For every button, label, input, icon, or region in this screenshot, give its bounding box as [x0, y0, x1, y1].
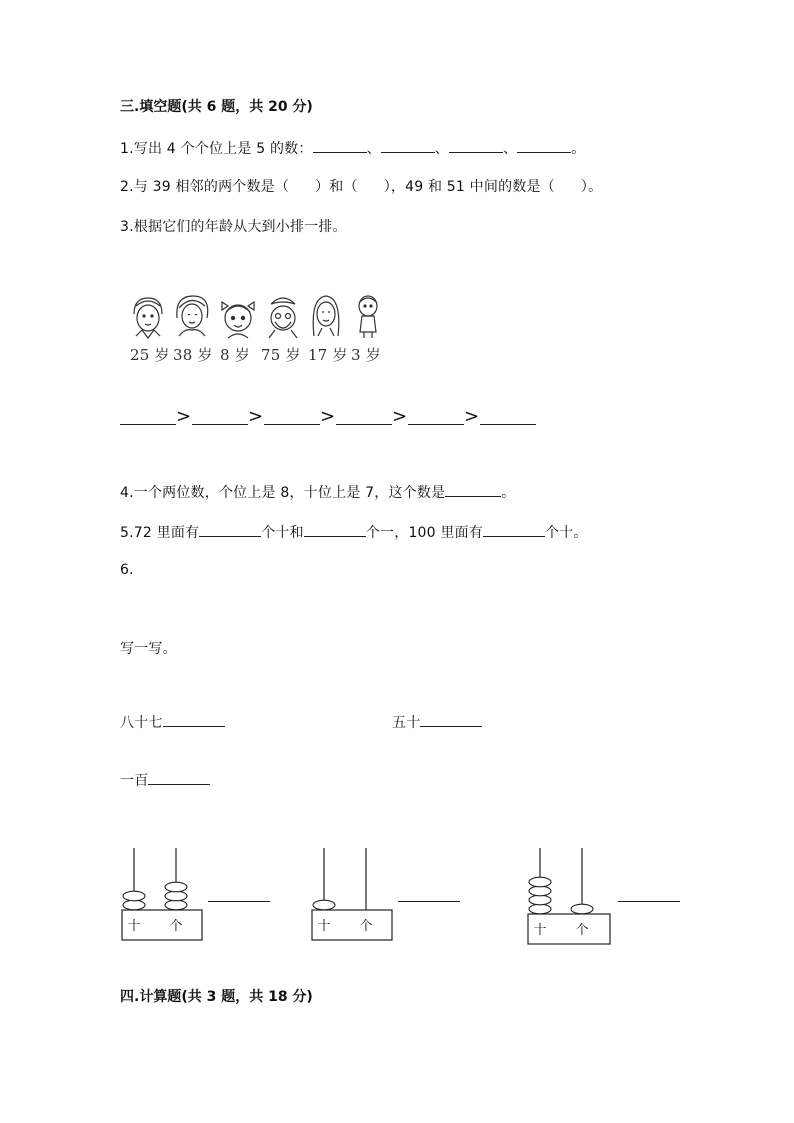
answer-blank[interactable]	[480, 424, 536, 425]
greater-than: >	[392, 406, 408, 427]
abacus-bead	[571, 904, 593, 914]
question-6-number: 6.	[120, 562, 134, 578]
ones-label: 个	[169, 919, 183, 934]
write-item-label: 八十七	[120, 715, 163, 731]
section-3-title: 三.填空题(共 6 题，共 20 分)	[120, 99, 313, 115]
q2-text-1: 2.与 39 相邻的两个数是（	[120, 179, 290, 195]
tens-label: 十	[317, 919, 331, 934]
answer-blank[interactable]	[449, 151, 503, 153]
grandpa-face-icon	[269, 298, 297, 338]
abacus-bead	[165, 900, 187, 910]
q5-text-2: 个十和	[261, 525, 304, 541]
q5-text-4: 个十。	[545, 525, 588, 541]
q1-text: 1.写出 4 个个位上是 5 的数：	[120, 141, 313, 157]
abacus-bead	[165, 891, 187, 901]
answer-blank[interactable]	[208, 901, 270, 902]
q5-text-3: 个一，100 里面有	[365, 525, 484, 541]
answer-blank[interactable]	[483, 535, 545, 537]
period: 。	[501, 485, 516, 501]
man-face-icon	[134, 298, 162, 338]
teen-girl-face-icon	[313, 296, 339, 336]
abacus-bead	[529, 886, 551, 896]
question-3: 3.根据它们的年龄从大到小排一排。	[120, 219, 347, 235]
q2-text-3: ），49 和 51 中间的数是（	[383, 179, 555, 195]
separator: 、	[502, 141, 518, 157]
abacus	[118, 842, 208, 942]
answer-blank[interactable]	[304, 535, 366, 537]
abacus-bead	[529, 904, 551, 914]
answer-blank[interactable]	[517, 151, 571, 153]
question-2	[120, 176, 602, 196]
age-label: 75 岁	[261, 346, 301, 364]
q2-text-2: ）和（	[315, 179, 358, 195]
tens-label: 十	[127, 919, 141, 934]
abacus-bead	[123, 891, 145, 901]
age-label: 17 岁	[308, 346, 348, 364]
ones-label: 个	[359, 919, 373, 934]
answer-blank[interactable]	[264, 424, 320, 425]
answer-blank[interactable]	[192, 424, 248, 425]
answer-blank[interactable]	[398, 901, 460, 902]
age-label: 8 岁	[220, 346, 250, 364]
abacus-bead	[529, 895, 551, 905]
ones-label: 个	[575, 923, 589, 938]
age-label: 38 岁	[173, 346, 213, 364]
write-item	[120, 770, 210, 790]
answer-blank[interactable]	[618, 901, 680, 902]
abacus	[524, 842, 616, 946]
abacus-bead	[123, 900, 145, 910]
answer-blank[interactable]	[163, 725, 225, 727]
answer-blank[interactable]	[408, 424, 464, 425]
answer-blank[interactable]	[313, 151, 367, 153]
abacus	[308, 842, 398, 942]
write-item	[120, 712, 225, 732]
abacus-svg	[308, 842, 398, 942]
abacus-bead	[313, 900, 335, 910]
answer-blank[interactable]	[336, 424, 392, 425]
tens-label: 十	[533, 923, 547, 938]
age-label: 25 岁	[130, 346, 170, 364]
answer-blank[interactable]	[120, 424, 176, 425]
write-item-label: 一百	[120, 773, 149, 789]
separator: 、	[366, 141, 381, 157]
answer-blank[interactable]	[420, 725, 482, 727]
greater-than: >	[464, 406, 480, 427]
abacus-bead	[165, 882, 187, 892]
abacus-bead	[529, 877, 551, 887]
write-item-label: 五十	[392, 715, 421, 731]
period: 。	[571, 141, 586, 157]
question-4	[120, 482, 515, 502]
age-labels	[130, 344, 381, 365]
q2-text-4: ）。	[580, 179, 603, 195]
section-4-title: 四.计算题(共 3 题，共 18 分)	[120, 989, 313, 1005]
order-answer-row	[120, 406, 540, 432]
q5-text-1: 5.72 里面有	[120, 525, 200, 541]
separator: 、	[434, 141, 449, 157]
girl-face-icon	[222, 302, 254, 338]
answer-blank[interactable]	[381, 151, 435, 153]
greater-than: >	[320, 406, 336, 427]
abacus-svg	[118, 842, 208, 942]
answer-blank[interactable]	[199, 535, 261, 537]
greater-than: >	[248, 406, 264, 427]
abacus-svg	[524, 842, 616, 946]
woman-face-icon	[177, 296, 208, 336]
q4-text: 4.一个两位数，个位上是 8，十位上是 7，这个数是	[120, 485, 446, 501]
write-item	[392, 712, 482, 732]
toddler-icon	[359, 296, 377, 338]
answer-blank[interactable]	[148, 783, 210, 785]
age-label: 3 岁	[351, 346, 381, 364]
question-6-instruction: 写一写。	[120, 641, 177, 657]
greater-than: >	[176, 406, 192, 427]
ages-illustration	[128, 292, 390, 364]
answer-blank[interactable]	[445, 495, 501, 497]
question-5	[120, 522, 588, 542]
question-1	[120, 138, 585, 158]
